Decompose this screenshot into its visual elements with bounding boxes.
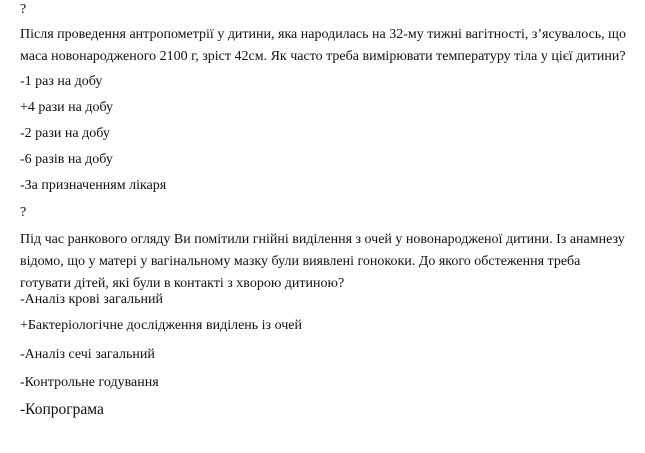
question-marker: ? xyxy=(20,205,27,220)
answer-option: -Контрольне годування xyxy=(20,375,159,390)
answer-option: -За призначенням лікаря xyxy=(20,178,167,193)
question-text: Під час ранкового огляду Ви помітили гнійні виділення з очей у новонародженої дитини. Із анамнезу відомо, що у матері у вагінальному мазку були виявлені гонококи. До якого обстеження треба готувати дітей, які були в контакті з хворою дитиною? xyxy=(20,232,625,291)
answer-option: -6 разів на добу xyxy=(20,152,113,167)
answer-option-correct: +4 рази на добу xyxy=(20,100,114,115)
answer-option: -Аналіз сечі загальний xyxy=(20,347,155,362)
answer-option: -2 рази на добу xyxy=(20,126,110,141)
answer-option: -Копрограма xyxy=(20,401,104,418)
answer-option-correct: +Бактеріологічне дослідження виділень із очей xyxy=(20,318,302,333)
question-marker: ? xyxy=(20,2,27,17)
question-text: Після проведення антропометрії у дитини, яка народилась на 32-му тижні вагітності, з’ясувалось, що маса новонародженого 2100 г, зріст 42см. Як часто треба вимірювати температуру тіла у цієї дитини? xyxy=(20,27,626,64)
answer-option: -1 раз на добу xyxy=(20,74,103,89)
answer-option: -Аналіз крові загальний xyxy=(20,292,163,307)
